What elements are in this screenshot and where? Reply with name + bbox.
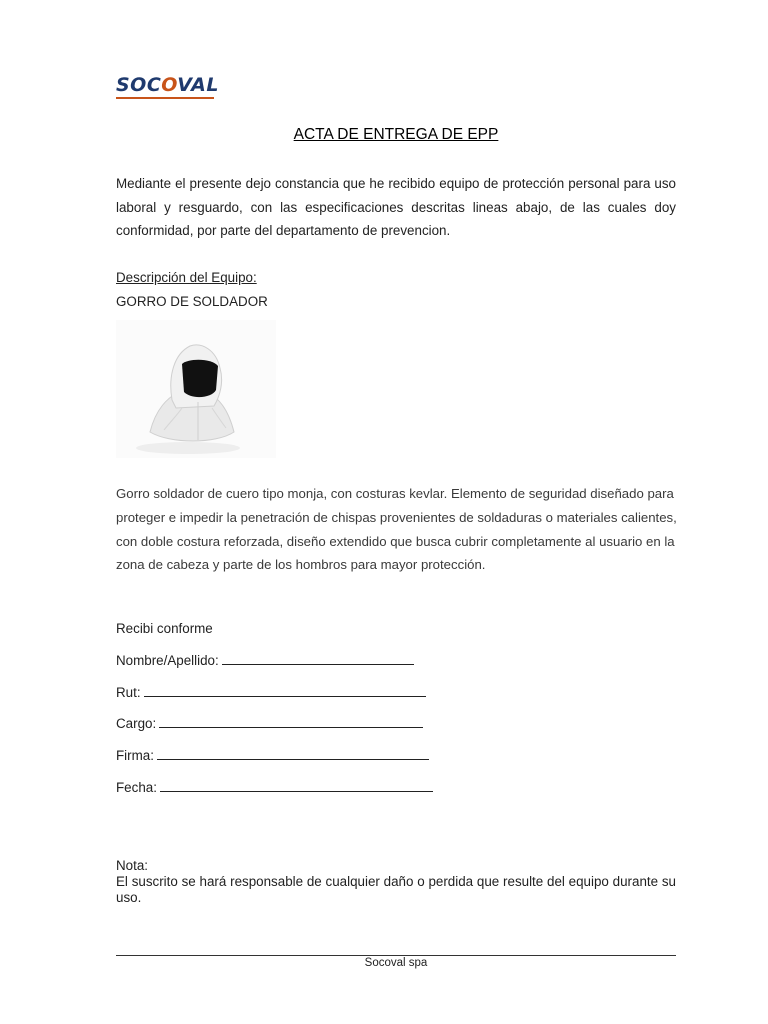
welding-hood-illustration (116, 320, 276, 458)
logo-text-end: VAL (177, 74, 219, 96)
logo-text-o: O (161, 74, 178, 96)
note-text: El suscrito se hará responsable de cualquier daño o perdida que resulte del equipo durante su uso. (116, 874, 676, 905)
logo-underline (116, 97, 214, 99)
document-title: ACTA DE ENTREGA DE EPP (293, 126, 499, 143)
logo-text-start: SOC (116, 74, 162, 96)
cargo-field-label: Cargo: (116, 716, 157, 731)
company-logo (116, 74, 219, 96)
name-field[interactable] (116, 653, 414, 668)
name-field-line[interactable] (222, 653, 414, 665)
received-label: Recibi conforme (116, 621, 213, 636)
footer-divider (116, 955, 676, 956)
rut-field-line[interactable] (144, 685, 426, 697)
fecha-field-label: Fecha: (116, 780, 157, 795)
cargo-field-line[interactable] (159, 716, 423, 728)
firma-field-line[interactable] (157, 748, 429, 760)
firma-field[interactable] (116, 748, 429, 763)
name-field-label: Nombre/Apellido: (116, 653, 219, 668)
description-label: Descripción del Equipo: (116, 270, 257, 285)
welding-hood-image (116, 320, 276, 458)
equipment-name: GORRO DE SOLDADOR (116, 294, 268, 309)
cargo-field[interactable] (116, 716, 423, 731)
fecha-field-line[interactable] (160, 780, 433, 792)
fecha-field[interactable] (116, 780, 433, 795)
footer-company: Socoval spa (364, 957, 428, 969)
equipment-description: Gorro soldador de cuero tipo monja, con costuras kevlar. Elemento de seguridad diseñado para proteger e impedir la penetración de chispas provenientes de soldaduras o materiales calientes, con doble costura reforzada, diseño extendido que busca cubrir completamente al usuario en la zona de cabeza y parte de los hombros para mayor protección. (116, 486, 677, 573)
rut-field-label: Rut: (116, 685, 141, 700)
intro-paragraph: Mediante el presente dejo constancia que he recibido equipo de protección personal para uso laboral y resguardo, con las especificaciones descritas lineas abajo, de las cuales doy conformidad, por parte del departamento de prevencion. (116, 176, 676, 239)
firma-field-label: Firma: (116, 748, 154, 763)
note-label: Nota: (116, 858, 149, 873)
rut-field[interactable] (116, 685, 426, 700)
